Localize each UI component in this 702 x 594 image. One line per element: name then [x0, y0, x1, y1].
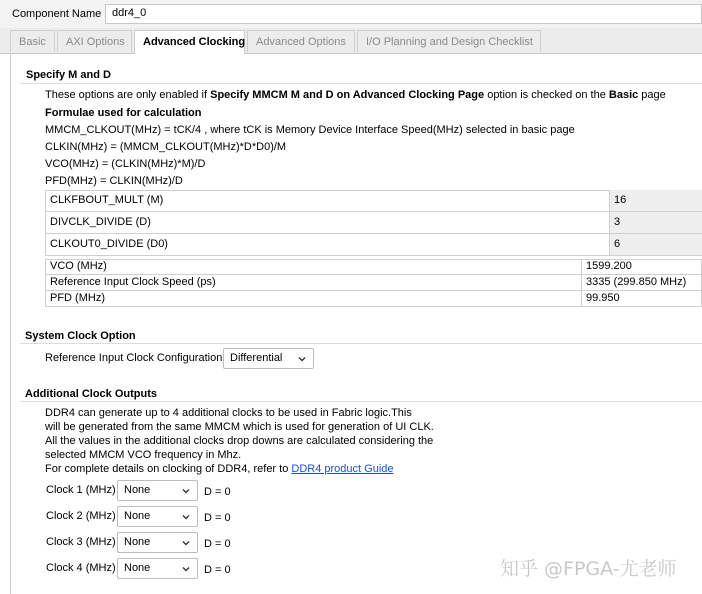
result-value: 1599.200 — [581, 259, 702, 274]
tab-advanced-options[interactable]: Advanced Options — [247, 30, 355, 52]
select-value: Differential — [230, 352, 283, 364]
clock-label: Clock 2 (MHz) — [46, 510, 116, 522]
additional-clocks-title: Additional Clock Outputs — [25, 388, 157, 400]
system-clock-title: System Clock Option — [25, 330, 136, 342]
param-label: DIVCLK_DIVIDE (D) — [50, 216, 151, 228]
tab-advanced-clocking[interactable]: Advanced Clocking — [134, 30, 245, 54]
clock-label: Clock 1 (MHz) — [46, 484, 116, 496]
clock4-select[interactable] — [117, 558, 198, 579]
divider — [20, 83, 702, 84]
component-name-label: Component Name — [12, 8, 102, 20]
result-label: VCO (MHz) — [50, 260, 107, 272]
chevron-down-icon — [181, 538, 191, 548]
param-row-d0 — [45, 234, 702, 256]
clock3-select[interactable] — [117, 532, 198, 553]
specify-note: These options are only enabled if Specify MMCM M and D on Advanced Clocking Page option is checked on the Basic page — [45, 89, 666, 101]
clock-label: Clock 4 (MHz) — [46, 562, 116, 574]
param-label: CLKOUT0_DIVIDE (D0) — [50, 238, 168, 250]
chevron-down-icon — [181, 512, 191, 522]
clock-d-value: D = 0 — [204, 512, 231, 524]
result-value: 99.950 — [581, 291, 702, 306]
additional-desc-line: DDR4 can generate up to 4 additional clocks to be used in Fabric logic.This — [45, 407, 412, 419]
select-value: None — [124, 562, 151, 574]
clock-d-value: D = 0 — [204, 564, 231, 576]
result-row-vco — [45, 259, 702, 275]
select-value: None — [124, 510, 151, 522]
ref-clock-config-label: Reference Input Clock Configuration — [45, 352, 223, 364]
clock-label: Clock 3 (MHz) — [46, 536, 116, 548]
select-value: None — [124, 536, 151, 548]
result-label: PFD (MHz) — [50, 292, 105, 304]
clock-d-value: D = 0 — [204, 486, 231, 498]
result-row-ref-clock — [45, 275, 702, 291]
param-input-d[interactable]: 3 — [609, 212, 702, 233]
formulae-title: Formulae used for calculation — [45, 107, 202, 119]
tab-axi-options[interactable]: AXI Options — [57, 30, 132, 52]
ddr4-product-guide-link[interactable]: DDR4 product Guide — [291, 463, 394, 475]
param-row-d — [45, 212, 702, 234]
tab-basic[interactable]: Basic — [10, 30, 55, 52]
formula-mmcm-clkout: MMCM_CLKOUT(MHz) = tCK/4 , where tCK is Memory Device Interface Speed(MHz) selected in basic page — [45, 124, 575, 136]
clock2-select[interactable] — [117, 506, 198, 527]
tab-io-planning[interactable]: I/O Planning and Design Checklist — [357, 30, 541, 52]
additional-desc-line: will be generated from the same MMCM which is used for generation of UI CLK. — [45, 421, 434, 433]
formula-vco: VCO(MHz) = (CLKIN(MHz)*M)/D — [45, 158, 206, 170]
formula-pfd: PFD(MHz) = CLKIN(MHz)/D — [45, 175, 183, 187]
specify-md-title: Specify M and D — [26, 69, 111, 81]
result-value: 3335 (299.850 MHz) — [581, 275, 702, 290]
param-input-d0[interactable]: 6 — [609, 234, 702, 255]
component-name-input[interactable]: ddr4_0 — [105, 4, 702, 24]
clock1-select[interactable] — [117, 480, 198, 501]
watermark: 知乎 @FPGA-尤老师 — [500, 558, 677, 580]
chevron-down-icon — [181, 564, 191, 574]
additional-desc-line: For complete details on clocking of DDR4, refer to DDR4 product Guide — [45, 463, 394, 475]
param-row-m — [45, 190, 702, 212]
result-row-pfd — [45, 291, 702, 307]
chevron-down-icon — [297, 354, 307, 364]
param-input-m[interactable]: 16 — [609, 190, 702, 211]
ref-clock-config-select[interactable] — [223, 348, 314, 369]
additional-desc-line: selected MMCM VCO frequency in Mhz. — [45, 449, 242, 461]
divider — [20, 343, 702, 344]
additional-desc-line: All the values in the additional clocks drop downs are calculated considering the — [45, 435, 434, 447]
result-label: Reference Input Clock Speed (ps) — [50, 276, 216, 288]
clock-d-value: D = 0 — [204, 538, 231, 550]
param-label: CLKFBOUT_MULT (M) — [50, 194, 164, 206]
chevron-down-icon — [181, 486, 191, 496]
select-value: None — [124, 484, 151, 496]
formula-clkin: CLKIN(MHz) = (MMCM_CLKOUT(MHz)*D*D0)/M — [45, 141, 287, 153]
divider — [20, 401, 702, 402]
